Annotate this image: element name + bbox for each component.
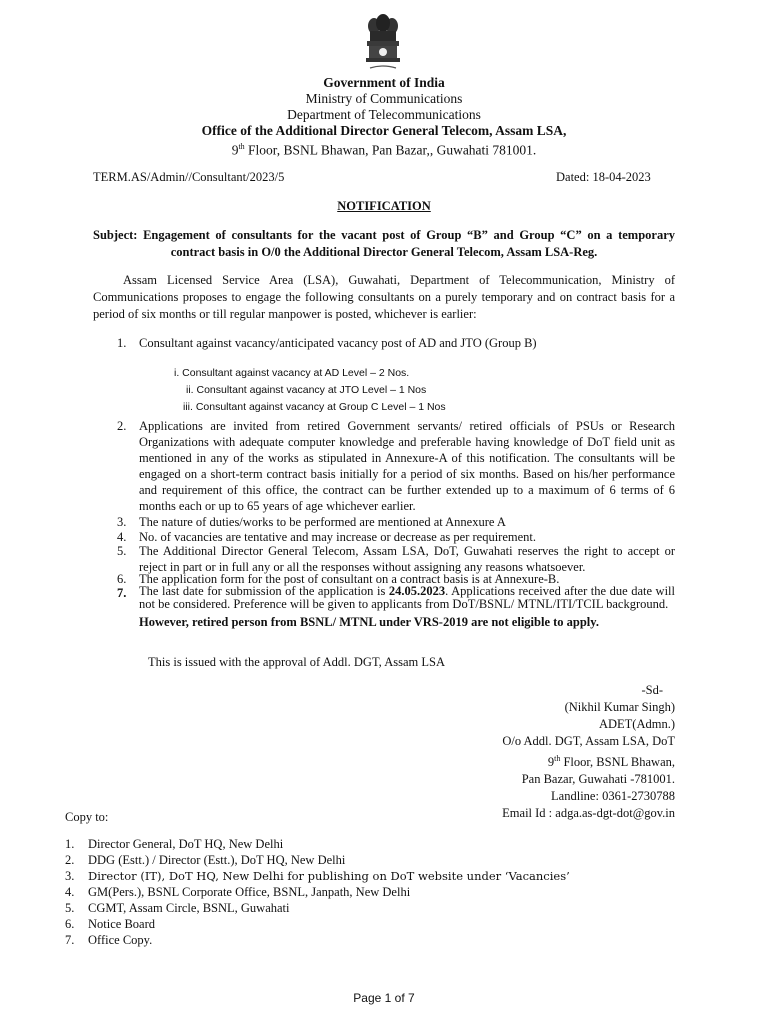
copy-to-item: 4. GM(Pers.), BSNL Corporate Office, BSNL, Janpath, New Delhi <box>65 885 411 899</box>
item7-text-b: . Applications received after the due date will not be considered. Preference will be given to applicants from DoT/BSNL/ MTNL/ITI/TCIL background. <box>139 584 675 611</box>
list-text: The Additional Director General Telecom, Assam LSA, DoT, Guwahati reserves the right to accept or reject in part or in full any or all the responses without assigning any reasons whatsoever. <box>139 544 675 574</box>
due-date: 24.05.2023 <box>388 584 446 598</box>
list-number: 3. <box>117 515 127 529</box>
list-item <box>117 514 675 530</box>
subject <box>93 227 675 261</box>
subject-line-2: contract basis in O/0 the Additional Director General Telecom, Assam LSA-Reg. <box>170 245 598 259</box>
list-item <box>117 418 675 514</box>
list-text: Applications are invited from retired Government servants/ retired officials of PSUs or Research Organizations with adequate computer knowledge and preferable having knowledge of DoT field unit as mentioned in any of the works as stipulated in Annexure-A of this notification. The consultants will be engaged on a short-term contract basis initially for a period of six months. Based on his/her performance and requirement of this office, the contract can be further extended up to a maximum of 6 terms of 6 months each or up to 65 years of age whichever earlier. <box>139 419 675 513</box>
list-text: No. of vacancies are tentative and may increase or decrease as per requirement. <box>139 530 537 544</box>
header-ministry: Ministry of Communications <box>305 91 463 106</box>
approval-line: This is issued with the approval of Addl. DGT, Assam LSA <box>148 655 445 669</box>
intro-paragraph: Assam Licensed Service Area (LSA), Guwahati, Department of Telecommunication, Ministry of Communications proposes to engage the following consultants on a purely temporary and on contract basis for a period of six months or till regular manpower is posted, whichever is earlier: <box>93 273 675 321</box>
copy-to-item: 6. Notice Board <box>65 917 155 931</box>
sub-item-jto: ii. Consultant against vacancy at JTO Level – 1 Nos <box>186 384 427 396</box>
list-text: Consultant against vacancy/anticipated vacancy post of AD and JTO (Group B) <box>139 336 537 350</box>
copy-to-item: 3. Director (IT), DoT HQ, New Delhi for publishing on DoT website under ‘Vacancies’ <box>65 869 570 883</box>
copy-to-item: 5. CGMT, Assam Circle, BSNL, Guwahati <box>65 901 290 915</box>
page-number: Page 1 of 7 <box>353 991 415 1005</box>
signatory-office: O/o Addl. DGT, Assam LSA, DoT <box>502 734 675 748</box>
copy-to-item: 1. Director General, DoT HQ, New Delhi <box>65 837 284 851</box>
sub-item-ad: i. Consultant against vacancy at AD Level – 2 Nos. <box>174 367 410 379</box>
eligibility-note: However, retired person from BSNL/ MTNL under VRS-2019 are not eligible to apply. <box>139 615 599 629</box>
reference-number: TERM.AS/Admin//Consultant/2023/5 <box>93 170 285 184</box>
signatory-landline: Landline: 0361-2730788 <box>551 789 675 804</box>
list-text <box>139 585 675 630</box>
notification-title: NOTIFICATION <box>337 199 431 213</box>
header-department: Department of Telecommunications <box>287 107 481 122</box>
list-number: 6. <box>117 572 127 586</box>
date: Dated: 18-04-2023 <box>556 170 651 184</box>
sub-item-group-c: iii. Consultant against vacancy at Group C Level – 1 Nos <box>183 401 446 413</box>
list-text: The application form for the post of consultant on a contract basis is at Annexure-B. <box>139 572 560 586</box>
list-number: 2. <box>117 419 127 433</box>
list-number: 7. <box>117 586 127 600</box>
list-item <box>117 585 675 645</box>
item7-text-a: The last date for submission of the application is <box>139 584 389 598</box>
header-government: Government of India <box>323 75 445 90</box>
list-number: 1. <box>117 336 127 350</box>
signatory-floor: 9th Floor, BSNL Bhawan, <box>547 754 675 770</box>
list-text: The nature of duties/works to be performed are mentioned at Annexure A <box>139 515 506 529</box>
signatory-email: Email Id : adga.as-dgt-dot@gov.in <box>502 806 675 821</box>
subject-line-1: Subject: Engagement of consultants for the vacant post of Group “B” and Group “C” on a temporary <box>93 228 675 242</box>
list-item <box>117 335 675 351</box>
signatory-address: Pan Bazar, Guwahati -781001. <box>521 772 675 787</box>
header-office: Office of the Additional Director General Telecom, Assam LSA, <box>201 123 567 138</box>
signatory-designation: ADET(Admn.) <box>598 717 675 731</box>
copy-to-item: 7. Office Copy. <box>65 933 153 947</box>
list-number: 4. <box>117 530 127 544</box>
header-address: 9th Floor, BSNL Bhawan, Pan Bazar,, Guwahati 781001. <box>231 142 537 158</box>
signature-block <box>502 682 675 822</box>
copy-to-label: Copy to: <box>65 810 109 824</box>
sd-mark: -Sd- <box>641 683 663 697</box>
national-emblem <box>358 12 408 76</box>
signatory-name: (Nikhil Kumar Singh) <box>564 700 675 714</box>
list-number: 5. <box>117 544 127 558</box>
copy-to-item: 2. DDG (Estt.) / Director (Estt.), DoT HQ, New Delhi <box>65 853 346 867</box>
